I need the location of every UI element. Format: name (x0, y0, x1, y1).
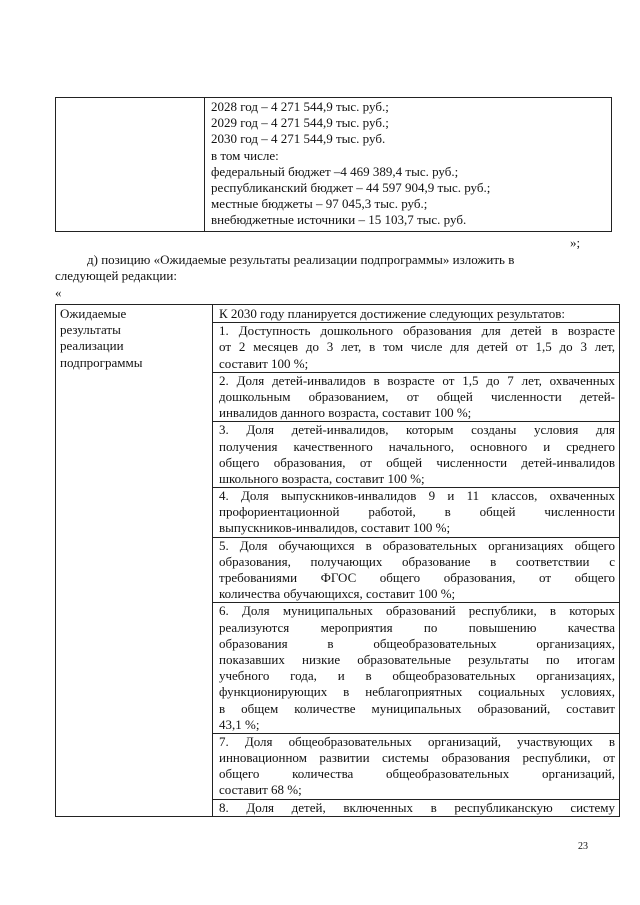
result-item-7 (213, 734, 619, 800)
header-line: результаты (60, 322, 121, 338)
budget-line-republican: республиканский бюджет – 44 597 904,9 тыс. руб.; (211, 179, 491, 195)
result-line: выпускников-инвалидов, составит 100 %; (219, 520, 451, 536)
result-line: 1. Доступность дошкольного образования для детей в возрасте (219, 323, 615, 339)
result-line: реализуются мероприятия по повышению качества (219, 619, 615, 635)
closing-quote: »; (570, 235, 581, 250)
budget-table (55, 97, 612, 232)
result-line: 4. Доля выпускников-инвалидов 9 и 11 классов, охваченных (219, 488, 615, 504)
budget-line-2030: 2030 год – 4 271 544,9 тыс. руб. (211, 131, 386, 147)
results-table-header-cell (56, 305, 213, 817)
result-line: 2. Доля детей-инвалидов в возрасте от 1,5 до 7 лет, охваченных (219, 372, 615, 388)
results-table (55, 304, 620, 817)
amendment-line-1: д) позицию «Ожидаемые результаты реализации подпрограммы» изложить в (87, 252, 515, 267)
result-line: дошкольным образованием, от общей численности детей- (219, 388, 615, 404)
result-line: количества обучающихся, составит 100 %; (219, 586, 456, 602)
result-line: общего количества общеобразовательных организаций, (219, 766, 615, 782)
header-line: Ожидаемые (60, 306, 127, 321)
result-line: 6. Доля муниципальных образований республики, в которых (219, 603, 615, 619)
budget-line-local: местные бюджеты – 97 045,3 тыс. руб.; (211, 196, 428, 212)
budget-line-federal: федеральный бюджет –4 469 389,4 тыс. руб.; (211, 163, 459, 179)
results-intro-text: К 2030 году планируется достижение следующих результатов: (219, 306, 565, 321)
results-table-content-cell (213, 305, 620, 817)
budget-line-including: в том числе: (211, 147, 279, 163)
result-line: показавших низкие образовательные результаты по итогам (219, 651, 615, 667)
result-item-1 (213, 323, 619, 373)
header-line: реализации (60, 338, 124, 354)
result-line: образования, получающих образование в соответствии с (219, 553, 615, 569)
result-item-3 (213, 422, 619, 488)
opening-quote: « (55, 285, 62, 300)
result-item-8 (219, 800, 615, 816)
result-line: школьного возраста, составит 100 %; (219, 470, 425, 486)
result-line: инновационном развитии системы образования республики, от (219, 750, 615, 766)
result-line: функционирующих в неблагоприятных социальных условиях, (219, 684, 615, 700)
amendment-line-2: следующей редакции: (55, 268, 177, 283)
results-intro (213, 306, 619, 323)
result-line: от 2 месяцев до 3 лет, в том числе для детей от 1,5 до 3 лет, (219, 339, 615, 355)
result-line: составит 100 %; (219, 355, 309, 371)
result-line: составит 68 %; (219, 782, 302, 798)
result-line: в общем количестве муниципальных образований, составит (219, 700, 615, 716)
budget-table-values-cell (205, 98, 612, 232)
amendment-paragraph (55, 252, 600, 284)
result-line: 5. Доля обучающихся в образовательных организациях общего (219, 537, 615, 553)
result-item-6 (213, 603, 619, 734)
result-line: 7. Доля общеобразовательных организаций, участвующих в (219, 733, 615, 749)
budget-line-extrabudgetary: внебюджетные источники – 15 103,7 тыс. руб. (211, 212, 467, 228)
budget-table-left-cell (56, 98, 205, 232)
result-item-4 (213, 488, 619, 538)
result-line: профориентационной работой, в общей численности (219, 504, 615, 520)
result-line: требованиями ФГОС общего образования, от общего (219, 570, 615, 585)
page-number: 23 (578, 841, 588, 852)
result-line: 3. Доля детей-инвалидов, которым созданы условия для (219, 422, 615, 438)
budget-line-2028: 2028 год – 4 271 544,9 тыс. руб.; (211, 99, 389, 114)
result-item-5 (213, 538, 619, 604)
result-item-2 (213, 373, 619, 423)
result-line: 8. Доля детей, включенных в республиканскую систему (219, 799, 615, 815)
result-line: получения качественного начального, основного и среднего (219, 438, 615, 454)
result-line: 43,1 %; (219, 716, 260, 732)
header-line: подпрограммы (60, 354, 143, 370)
result-line: инвалидов данного возраста, составит 100 %; (219, 405, 472, 421)
result-line: учебного года, и в общеобразовательных организациях, (219, 668, 615, 684)
result-line: общего образования, от общей численности детей-инвалидов (219, 454, 615, 470)
budget-line-2029: 2029 год – 4 271 544,9 тыс. руб.; (211, 115, 389, 131)
result-line: образования в общеобразовательных организациях, (219, 635, 615, 651)
